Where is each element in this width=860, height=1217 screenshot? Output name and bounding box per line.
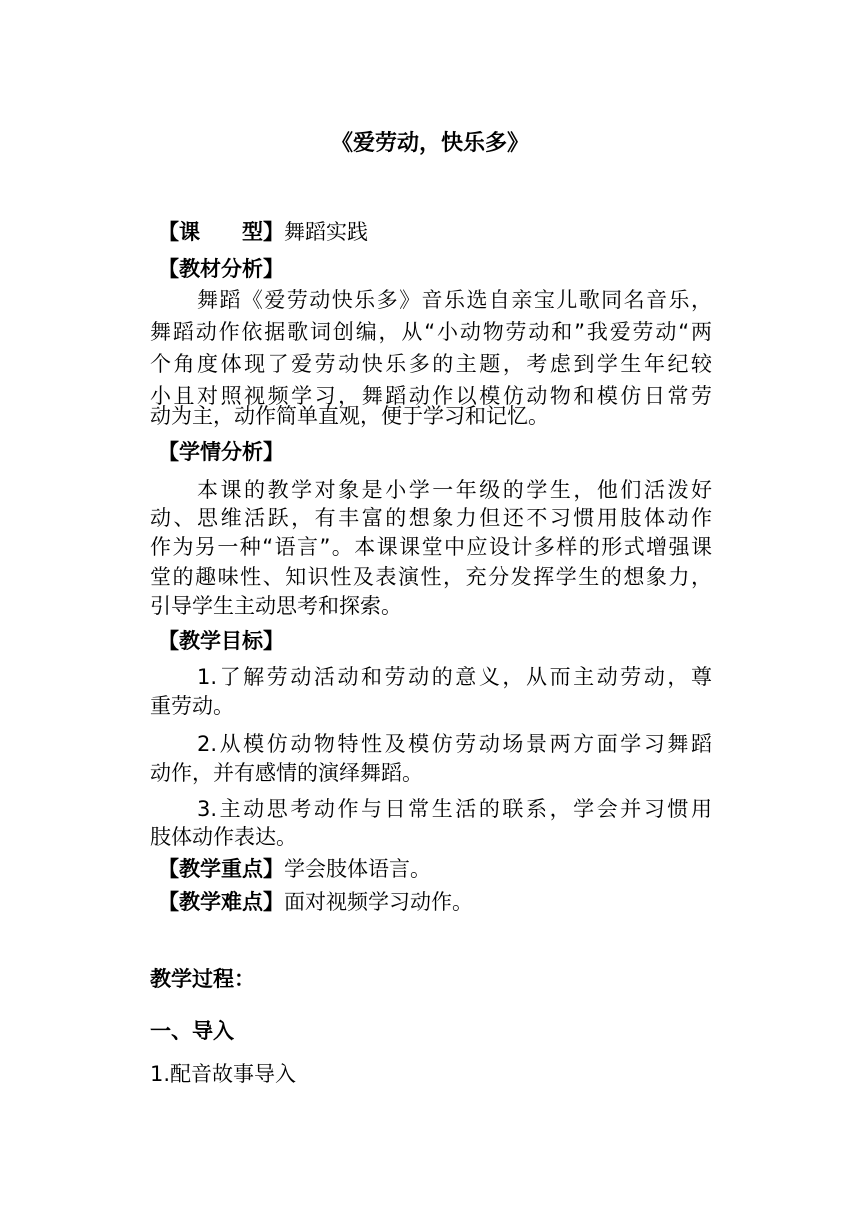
- goal-2-line-1: 2.从模仿动物特性及模仿劳动场景两方面学习舞蹈: [197, 732, 712, 756]
- goals-heading: 【教学目标】: [158, 629, 284, 653]
- student-analysis-line-1: 本课的教学对象是小学一年级的学生，他们活泼好: [197, 478, 712, 502]
- material-analysis-line-1: 舞蹈《爱劳动快乐多》音乐选自亲宝儿歌同名音乐，: [197, 288, 712, 312]
- material-analysis-heading: 【教材分析】: [158, 257, 284, 281]
- difficulty-row: [158, 886, 720, 918]
- step-1-text: 1.配音故事导入: [150, 1062, 297, 1086]
- student-analysis-line-2: 动、思维活跃，有丰富的想象力但还不习惯用肢体动作: [150, 506, 712, 530]
- key-point-row: [158, 853, 720, 885]
- student-analysis-line-3: 作为另一种“语言”。本课课堂中应设计多样的形式增强课: [150, 535, 712, 559]
- course-type-label: 【课 型】: [158, 220, 284, 244]
- section-1-heading: 一、导入: [150, 1019, 234, 1043]
- material-analysis-line-2: 舞蹈动作依据歌词创编，从“小动物劳动和”我爱劳动“两: [150, 320, 712, 344]
- difficulty-label: 【教学难点】: [158, 890, 284, 914]
- material-analysis-line-4: 小且对照视频学习，舞蹈动作以模仿动物和模仿日常劳: [150, 384, 712, 408]
- difficulty-value: 面对视频学习动作。: [284, 890, 473, 914]
- course-type-value: 舞蹈实践: [284, 220, 368, 244]
- process-heading: 教学过程：: [150, 967, 255, 991]
- material-analysis-line-3: 个角度体现了爱劳动快乐多的主题，考虑到学生年纪较: [150, 352, 712, 376]
- student-analysis-line-5: 引导学生主动思考和探索。: [150, 594, 402, 618]
- goal-2-line-2: 动作，并有感情的演绎舞蹈。: [150, 761, 423, 785]
- document-title: 《爱劳动，快乐多》: [330, 131, 529, 156]
- student-analysis-line-4: 堂的趣味性、知识性及表演性，充分发挥学生的想象力，: [150, 565, 712, 589]
- student-analysis-heading: 【学情分析】: [158, 440, 284, 464]
- material-analysis-line-5: 动为主，动作简单直观，便于学习和记忆。: [150, 404, 549, 428]
- goal-1-line-2: 重劳动。: [150, 694, 234, 718]
- goal-3-line-2: 肢体动作表达。: [150, 825, 297, 849]
- course-type-row: [158, 216, 720, 248]
- goal-1-line-1: 1.了解劳动活动和劳动的意义，从而主动劳动，尊: [197, 665, 712, 689]
- goal-3-line-1: 3.主动思考动作与日常生活的联系，学会并习惯用: [197, 797, 712, 821]
- key-point-label: 【教学重点】: [158, 857, 284, 881]
- key-point-value: 学会肢体语言。: [284, 857, 431, 881]
